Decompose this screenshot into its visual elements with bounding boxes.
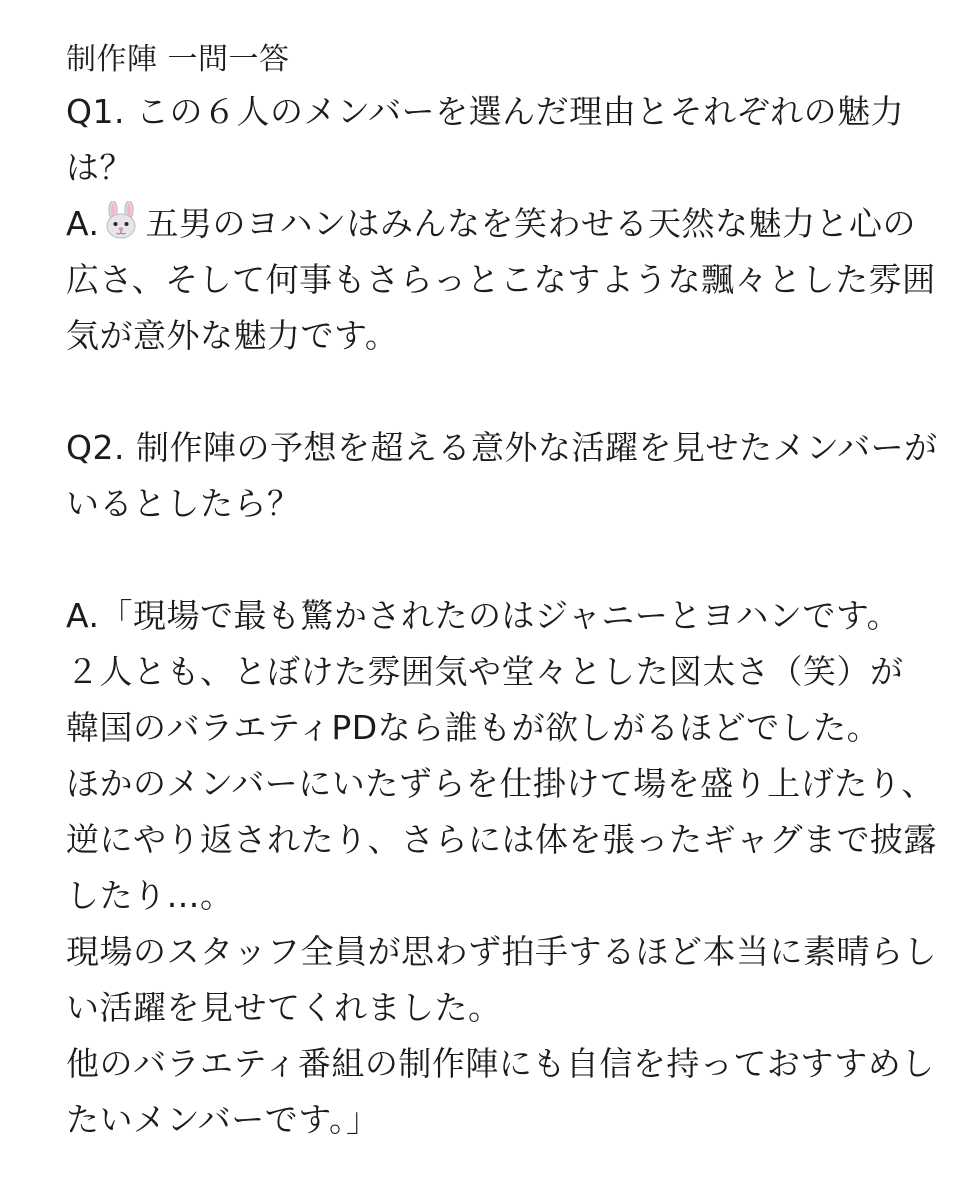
q2-answer-line-8: い活躍を見せてくれました。 <box>66 988 502 1027</box>
q2-answer-line-6: したり…。 <box>66 876 234 915</box>
q2-answer-line-3: 韓国のバラエティPDなら誰もが欲しがるほどでした。 <box>66 708 881 747</box>
spacer <box>66 364 946 420</box>
q1-answer-first-text: 五男のヨハンはみんなを笑わせる天然な魅力と心の <box>145 204 916 243</box>
q2-question <box>66 420 946 532</box>
q2-answer <box>66 588 946 1148</box>
q1-question <box>66 84 946 196</box>
q1-question-line-1: Q1. この６人のメンバーを選んだ理由とそれぞれの魅力 <box>66 92 905 131</box>
q1-answer-line-1 <box>66 196 946 252</box>
q1-answer-line-3: 気が意外な魅力です。 <box>66 316 399 355</box>
q2-answer-line-2: ２人とも、とぼけた雰囲気や堂々とした図太さ（笑）が <box>66 652 904 691</box>
q2-answer-line-7: 現場のスタッフ全員が思わず拍手するほど本当に素晴らし <box>66 932 937 971</box>
article-body <box>66 36 946 1148</box>
spacer <box>66 532 946 588</box>
q1-question-line-2: は？ <box>66 148 133 187</box>
q2-answer-line-9: 他のバラエティ番組の制作陣にも自信を持っておすすめし <box>66 1044 935 1083</box>
q2-question-line-2: いるとしたら？ <box>66 484 301 523</box>
q2-answer-line-1: A.「現場で最も驚かされたのはジャニーとヨハンです。 <box>66 596 901 635</box>
q1-answer-line-2: 広さ、そして何事もさらっとこなすような飄々とした雰囲 <box>66 260 936 299</box>
answer-prefix: A. <box>66 204 100 243</box>
q1-answer <box>66 196 946 364</box>
page-title: 制作陣 一問一答 <box>66 42 290 77</box>
q2-answer-line-4: ほかのメンバーにいたずらを仕掛けて場を盛り上げたり、 <box>66 764 935 803</box>
q2-question-line-1: Q2. 制作陣の予想を超える意外な活躍を見せたメンバーが <box>66 428 938 467</box>
rabbit-face-icon <box>101 200 141 256</box>
q2-answer-line-10: たいメンバーです。」 <box>66 1100 380 1139</box>
q2-answer-line-5: 逆にやり返されたり、さらには体を張ったギャグまで披露 <box>66 820 937 859</box>
